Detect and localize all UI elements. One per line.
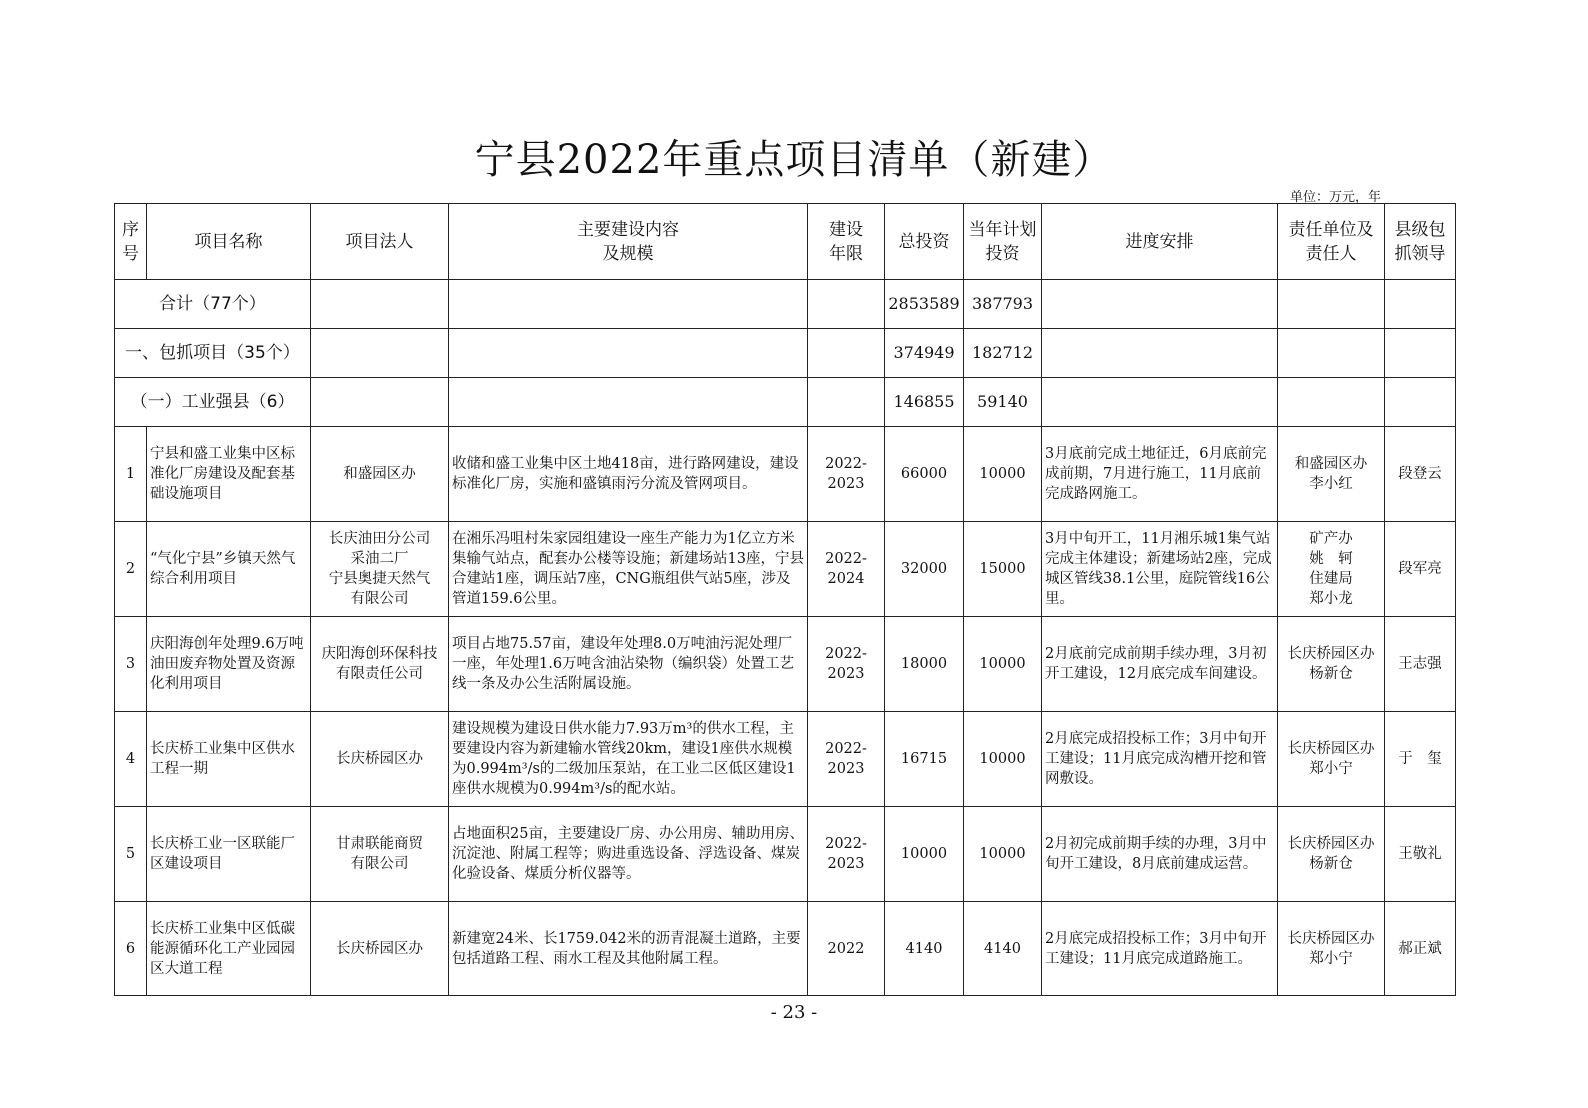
header-seq: 序 号	[115, 204, 147, 280]
project-period: 2022-2023	[808, 712, 885, 807]
project-owner: 长庆油田分公司 采油二厂 宁县奥捷天然气 有限公司	[311, 522, 449, 617]
project-period: 2022-2023	[808, 617, 885, 712]
project-owner: 和盛园区办	[311, 427, 449, 522]
project-schedule: 3月底前完成土地征迁，6月底前完成前期，7月进行施工，11月底前完成路网施工。	[1042, 427, 1278, 522]
summary-total: 2853589	[885, 280, 964, 329]
table-row	[115, 902, 1456, 996]
project-name: 长庆桥工业集中区低碳能源循环化工产业园园区大道工程	[147, 902, 311, 996]
project-annual: 10000	[964, 807, 1042, 902]
header-schedule: 进度安排	[1042, 204, 1278, 280]
table-row	[115, 617, 1456, 712]
summary-row-industry	[115, 378, 1456, 427]
project-name: 庆阳海创年处理9.6万吨油田废弃物处置及资源化利用项目	[147, 617, 311, 712]
project-resp: 长庆桥园区办 杨新仓	[1278, 617, 1385, 712]
project-content: 项目占地75.57亩，建设年处理8.0万吨油污泥处理厂一座，年处理1.6万吨含油沾染物（编织袋）处置工艺线一条及办公生活附属设施。	[449, 617, 808, 712]
project-owner: 甘肃联能商贸 有限公司	[311, 807, 449, 902]
row-number: 2	[115, 522, 147, 617]
project-name: “气化宁县”乡镇天然气综合利用项目	[147, 522, 311, 617]
project-leader: 于 玺	[1385, 712, 1456, 807]
project-content: 在湘乐冯咀村朱家园组建设一座生产能力为1亿立方米集输气站点，配套办公楼等设施；新建场站13座，宁县合建站1座，调压站7座，CNG瓶组供气站5座，涉及管道159.6公里。	[449, 522, 808, 617]
project-owner: 长庆桥园区办	[311, 902, 449, 996]
project-total: 66000	[885, 427, 964, 522]
project-total: 18000	[885, 617, 964, 712]
project-resp: 长庆桥园区办 杨新仓	[1278, 807, 1385, 902]
project-period: 2022-2023	[808, 427, 885, 522]
project-total: 10000	[885, 807, 964, 902]
project-annual: 10000	[964, 712, 1042, 807]
summary-label: 合计（77个）	[115, 280, 311, 329]
row-number: 4	[115, 712, 147, 807]
row-number: 3	[115, 617, 147, 712]
project-total: 32000	[885, 522, 964, 617]
header-resp: 责任单位及 责任人	[1278, 204, 1385, 280]
project-resp: 和盛园区办 李小红	[1278, 427, 1385, 522]
header-period: 建设 年限	[808, 204, 885, 280]
summary-annual: 59140	[964, 378, 1042, 427]
header-leader: 县级包 抓领导	[1385, 204, 1456, 280]
header-row	[115, 204, 1456, 280]
project-resp: 长庆桥园区办 郑小宁	[1278, 902, 1385, 996]
project-resp: 矿产办 姚 轲 住建局 郑小龙	[1278, 522, 1385, 617]
table-row	[115, 712, 1456, 807]
summary-annual: 182712	[964, 329, 1042, 378]
project-schedule: 2月初完成前期手续的办理，3月中旬开工建设，8月底前建成运营。	[1042, 807, 1278, 902]
project-schedule: 3月中旬开工，11月湘乐城1集气站完成主体建设；新建场站2座，完成城区管线38.1公里，庭院管线16公里。	[1042, 522, 1278, 617]
project-content: 建设规模为建设日供水能力7.93万m³的供水工程，主要建设内容为新建输水管线20km，建设1座供水规模为0.994m³/s的二级加压泵站，在工业二区低区建设1座供水规模为0.994m³/s的配水站。	[449, 712, 808, 807]
project-period: 2022-2023	[808, 807, 885, 902]
project-leader: 段登云	[1385, 427, 1456, 522]
project-schedule: 2月底完成招投标工作；3月中旬开工建设；11月底完成沟槽开挖和管网敷设。	[1042, 712, 1278, 807]
header-annual: 当年计划 投资	[964, 204, 1042, 280]
page-number: - 23 -	[770, 1002, 818, 1023]
table-row	[115, 427, 1456, 522]
summary-row-key-projects	[115, 329, 1456, 378]
unit-note: 单位：万元，年	[1290, 190, 1382, 205]
project-table	[114, 203, 1456, 996]
project-annual: 15000	[964, 522, 1042, 617]
project-annual: 10000	[964, 617, 1042, 712]
header-content: 主要建设内容 及规模	[449, 204, 808, 280]
summary-total: 374949	[885, 329, 964, 378]
table-row	[115, 807, 1456, 902]
project-leader: 郝正斌	[1385, 902, 1456, 996]
summary-label: （一）工业强县（6）	[115, 378, 311, 427]
table-row	[115, 522, 1456, 617]
project-leader: 王志强	[1385, 617, 1456, 712]
project-total: 16715	[885, 712, 964, 807]
project-name: 长庆桥工业一区联能厂区建设项目	[147, 807, 311, 902]
project-leader: 王敬礼	[1385, 807, 1456, 902]
project-content: 占地面积25亩，主要建设厂房、办公用房、辅助用房、沉淀池、附属工程等；购进重选设备、浮选设备、煤炭化验设备、煤质分析仪器等。	[449, 807, 808, 902]
project-leader: 段军亮	[1385, 522, 1456, 617]
project-period: 2022	[808, 902, 885, 996]
project-total: 4140	[885, 902, 964, 996]
project-content: 新建宽24米、长1759.042米的沥青混凝土道路，主要包括道路工程、雨水工程及其他附属工程。	[449, 902, 808, 996]
summary-row-total	[115, 280, 1456, 329]
summary-label: 一、包抓项目（35个）	[115, 329, 311, 378]
header-name: 项目名称	[147, 204, 311, 280]
project-name: 宁县和盛工业集中区标准化厂房建设及配套基础设施项目	[147, 427, 311, 522]
project-owner: 庆阳海创环保科技 有限责任公司	[311, 617, 449, 712]
header-owner: 项目法人	[311, 204, 449, 280]
project-schedule: 2月底前完成前期手续办理，3月初开工建设，12月底完成车间建设。	[1042, 617, 1278, 712]
row-number: 5	[115, 807, 147, 902]
project-content: 收储和盛工业集中区土地418亩，进行路网建设，建设标准化厂房，实施和盛镇雨污分流及管网项目。	[449, 427, 808, 522]
summary-total: 146855	[885, 378, 964, 427]
project-annual: 4140	[964, 902, 1042, 996]
project-annual: 10000	[964, 427, 1042, 522]
row-number: 6	[115, 902, 147, 996]
summary-annual: 387793	[964, 280, 1042, 329]
page-title: 宁县2022年重点项目清单（新建）	[474, 137, 1114, 183]
project-schedule: 2月底完成招投标工作；3月中旬开工建设；11月底完成道路施工。	[1042, 902, 1278, 996]
row-number: 1	[115, 427, 147, 522]
project-name: 长庆桥工业集中区供水工程一期	[147, 712, 311, 807]
project-owner: 长庆桥园区办	[311, 712, 449, 807]
project-resp: 长庆桥园区办 郑小宁	[1278, 712, 1385, 807]
project-period: 2022-2024	[808, 522, 885, 617]
header-total: 总投资	[885, 204, 964, 280]
